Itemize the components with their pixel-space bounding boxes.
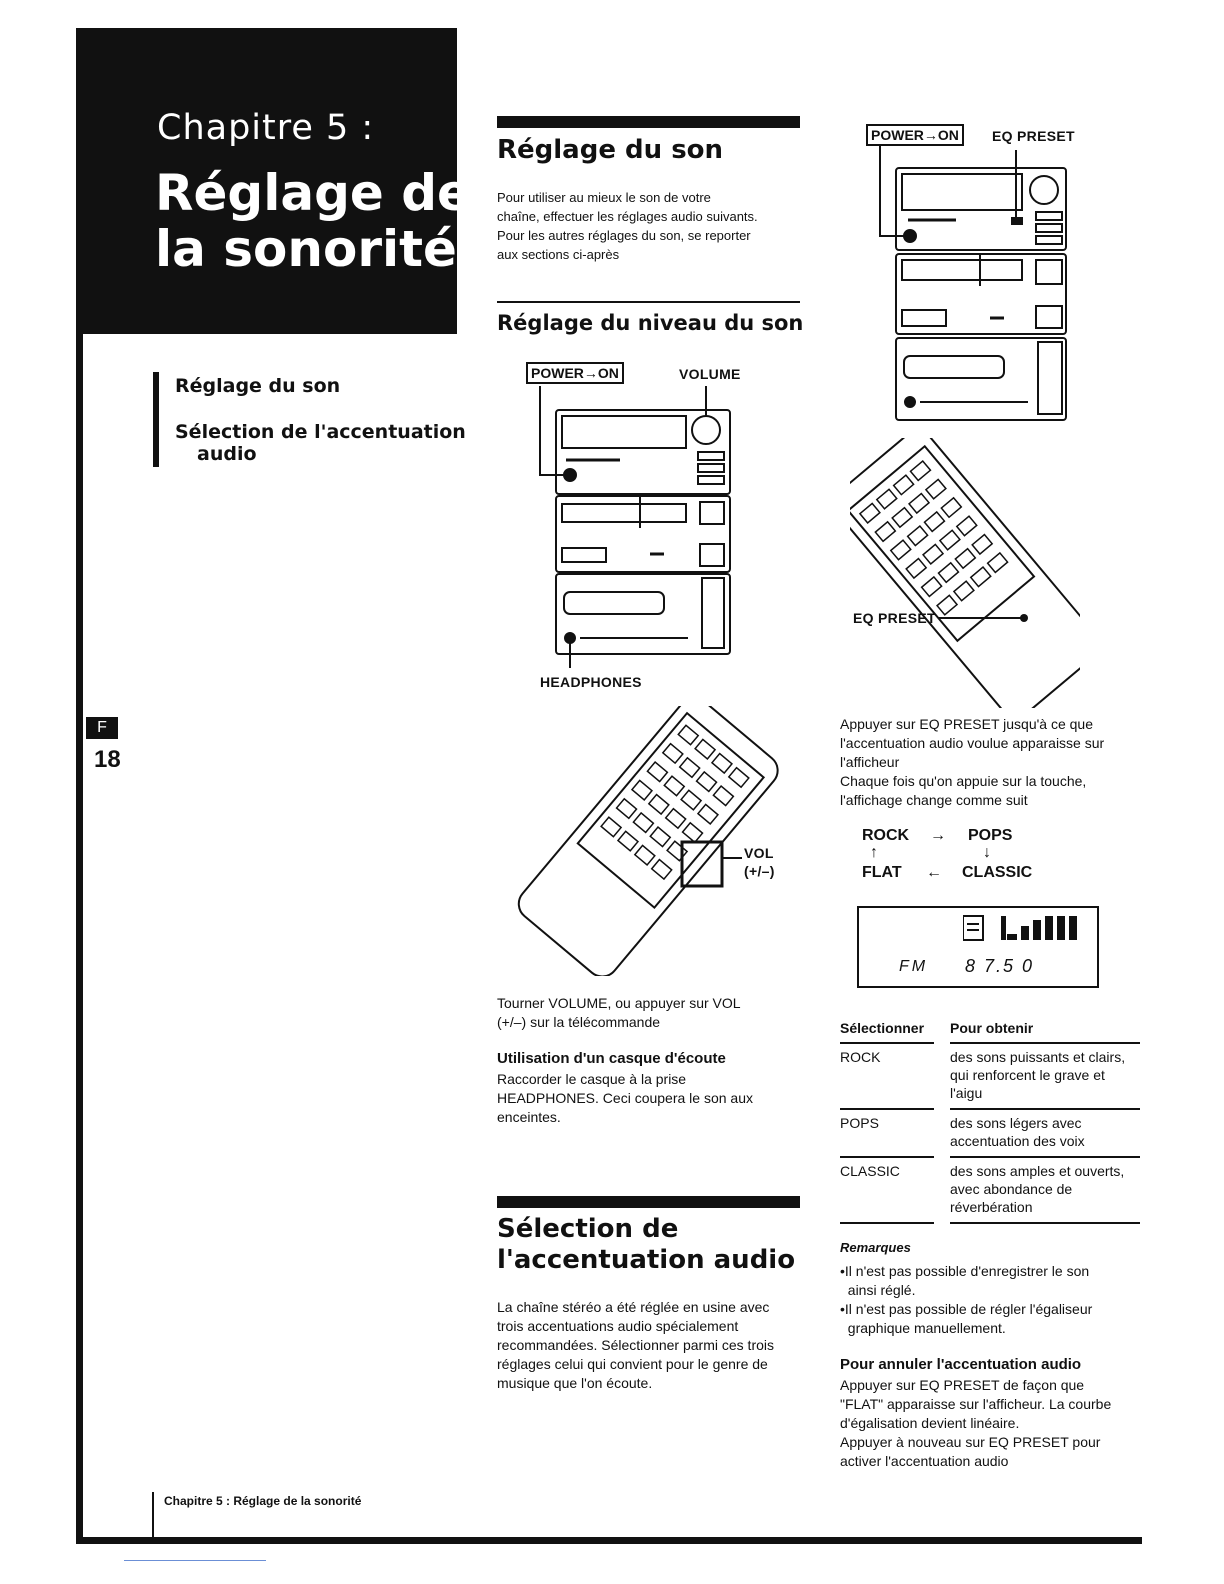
cycle-arrow-up: ↑ xyxy=(870,844,878,861)
instruction-line: (+/–) sur la télécommande xyxy=(497,1014,661,1030)
table-cell-result: des sons amples et ouverts, avec abondance de réverbération xyxy=(950,1157,1140,1223)
table-cell-result: des sons puissants et clairs, qui renforcent le grave et l'aigu xyxy=(950,1043,1140,1109)
section-title-reglage-du-son: Réglage du son xyxy=(497,135,724,165)
section2-line: La chaîne stéréo a été réglée en usine avec xyxy=(497,1299,770,1315)
cancel-line: Appuyer sur EQ PRESET de façon que xyxy=(840,1377,1085,1393)
cycle-flat: FLAT xyxy=(862,864,902,881)
toc-item2-line1: Sélection de l'accentuation xyxy=(175,421,466,443)
table-header-select: Sélectionner xyxy=(840,1018,934,1043)
table-row xyxy=(840,1109,1140,1157)
toc-bar xyxy=(153,372,159,467)
eq-instruction-line: l'afficheur xyxy=(840,754,900,770)
eq-bars-icon xyxy=(963,912,1093,946)
eq-instruction-line: l'affichage change comme suit xyxy=(840,792,1028,808)
cancel-line: activer l'accentuation audio xyxy=(840,1453,1009,1469)
cycle-arrow-right: → xyxy=(930,827,946,844)
remarks-title: Remarques xyxy=(840,1240,911,1255)
volume-instruction xyxy=(497,994,802,1032)
intro-line: Pour les autres réglages du son, se reporter xyxy=(497,228,751,243)
headphones-line: HEADPHONES. Ceci coupera le son aux xyxy=(497,1090,753,1106)
table-gap xyxy=(934,1018,950,1043)
section2-title-line2: l'accentuation audio xyxy=(497,1245,796,1275)
table-row xyxy=(840,1043,1140,1109)
instruction-line: Tourner VOLUME, ou appuyer sur VOL xyxy=(497,995,741,1011)
lcd-band: FM xyxy=(899,958,929,975)
cancel-line: "FLAT" apparaisse sur l'afficheur. La courbe xyxy=(840,1396,1112,1412)
intro-line: chaîne, effectuer les réglages audio suivants. xyxy=(497,209,758,224)
power-on-label-right: POWER→ON xyxy=(866,124,964,146)
eq-preset-remote-label: EQ PRESET xyxy=(853,610,936,626)
language-tab: F xyxy=(86,717,118,739)
vol-label-line1: VOL xyxy=(744,845,774,861)
left-margin-rule xyxy=(76,28,83,1544)
chapter-label: Chapitre 5 : xyxy=(157,108,375,148)
lcd-frequency: 8 7.5 0 xyxy=(965,956,1035,976)
section-title-selection xyxy=(497,1214,795,1276)
stereo-system-illustration-right xyxy=(860,120,1090,426)
eq-instruction-line: Chaque fois qu'on appuie sur la touche, xyxy=(840,773,1087,789)
cancel-line: d'égalisation devient linéaire. xyxy=(840,1415,1020,1431)
eq-instruction xyxy=(840,715,1140,810)
section-rule xyxy=(497,116,800,128)
chapter-title-line2: la sonorité xyxy=(155,220,457,278)
toc-item-selection-accentuation xyxy=(175,421,466,465)
remark-line: ainsi réglé. xyxy=(840,1282,916,1298)
lcd-display xyxy=(857,906,1099,988)
section2-line: recommandées. Sélectionner parmi ces trois xyxy=(497,1337,775,1353)
subsection-rule xyxy=(497,301,800,303)
eq-preset-label: EQ PRESET xyxy=(992,128,1075,144)
cycle-classic: CLASSIC xyxy=(962,864,1033,881)
headphones-subhead: Utilisation d'un casque d'écoute xyxy=(497,1050,726,1067)
volume-label: VOLUME xyxy=(679,366,741,382)
cycle-rock: ROCK xyxy=(862,827,910,844)
remark-line: •Il n'est pas possible d'enregistrer le son xyxy=(840,1263,1090,1279)
toc-item2-line2: audio xyxy=(197,443,257,465)
intro-line: aux sections ci-après xyxy=(497,247,620,262)
table-gap xyxy=(934,1157,950,1223)
cycle-pops: POPS xyxy=(968,827,1013,844)
eq-instruction-line: Appuyer sur EQ PRESET jusqu'à ce que xyxy=(840,716,1093,732)
stereo-system-illustration xyxy=(520,356,790,686)
eq-table xyxy=(840,1018,1140,1224)
section2-text xyxy=(497,1298,802,1393)
page-number: 18 xyxy=(94,746,121,773)
cycle-arrow-down: ↓ xyxy=(983,844,991,861)
vol-label-line2: (+/–) xyxy=(744,863,775,879)
eq-instruction-line: l'accentuation audio voulue apparaisse sur xyxy=(840,735,1105,751)
remark-line: •Il n'est pas possible de régler l'égaliseur xyxy=(840,1301,1093,1317)
remote-control-illustration-right xyxy=(850,438,1080,708)
table-header-result: Pour obtenir xyxy=(950,1018,1140,1043)
vol-label xyxy=(744,844,775,880)
subsection-title-niveau: Réglage du niveau du son xyxy=(497,311,804,335)
table-gap xyxy=(934,1109,950,1157)
chapter-title xyxy=(155,165,471,277)
table-header-row xyxy=(840,1018,1140,1043)
table-cell-mode: ROCK xyxy=(840,1043,934,1109)
section2-line: trois accentuations audio spécialement xyxy=(497,1318,739,1334)
table-cell-result: des sons légers avec accentuation des voix xyxy=(950,1109,1140,1157)
cycle-arrow-left: ← xyxy=(926,864,942,881)
power-on-label: POWER→ON xyxy=(526,362,624,384)
section2-line: musique que l'on écoute. xyxy=(497,1375,653,1391)
cancel-text xyxy=(840,1376,1140,1471)
headphones-text xyxy=(497,1070,802,1127)
remote-control-illustration xyxy=(510,706,780,976)
blue-underline xyxy=(124,1560,266,1561)
table-cell-mode: POPS xyxy=(840,1109,934,1157)
section-intro xyxy=(497,188,802,264)
chapter-title-line1: Réglage de xyxy=(155,164,471,222)
cancel-line: Appuyer à nouveau sur EQ PRESET pour xyxy=(840,1434,1101,1450)
headphones-label: HEADPHONES xyxy=(540,674,642,690)
table-cell-mode: CLASSIC xyxy=(840,1157,934,1223)
section2-title-line1: Sélection de xyxy=(497,1214,679,1244)
cancel-subhead: Pour annuler l'accentuation audio xyxy=(840,1356,1082,1373)
bottom-rule xyxy=(76,1537,1142,1544)
headphones-line: enceintes. xyxy=(497,1109,561,1125)
table-gap xyxy=(934,1043,950,1109)
remark-line: graphique manuellement. xyxy=(840,1320,1006,1336)
section2-line: réglages celui qui convient pour le genre de xyxy=(497,1356,768,1372)
footer-text: Chapitre 5 : Réglage de la sonorité xyxy=(164,1494,362,1508)
section-rule xyxy=(497,1196,800,1208)
toc-item-reglage-du-son: Réglage du son xyxy=(175,375,341,397)
headphones-line: Raccorder le casque à la prise xyxy=(497,1071,687,1087)
table-row xyxy=(840,1157,1140,1223)
intro-line: Pour utiliser au mieux le son de votre xyxy=(497,190,711,205)
